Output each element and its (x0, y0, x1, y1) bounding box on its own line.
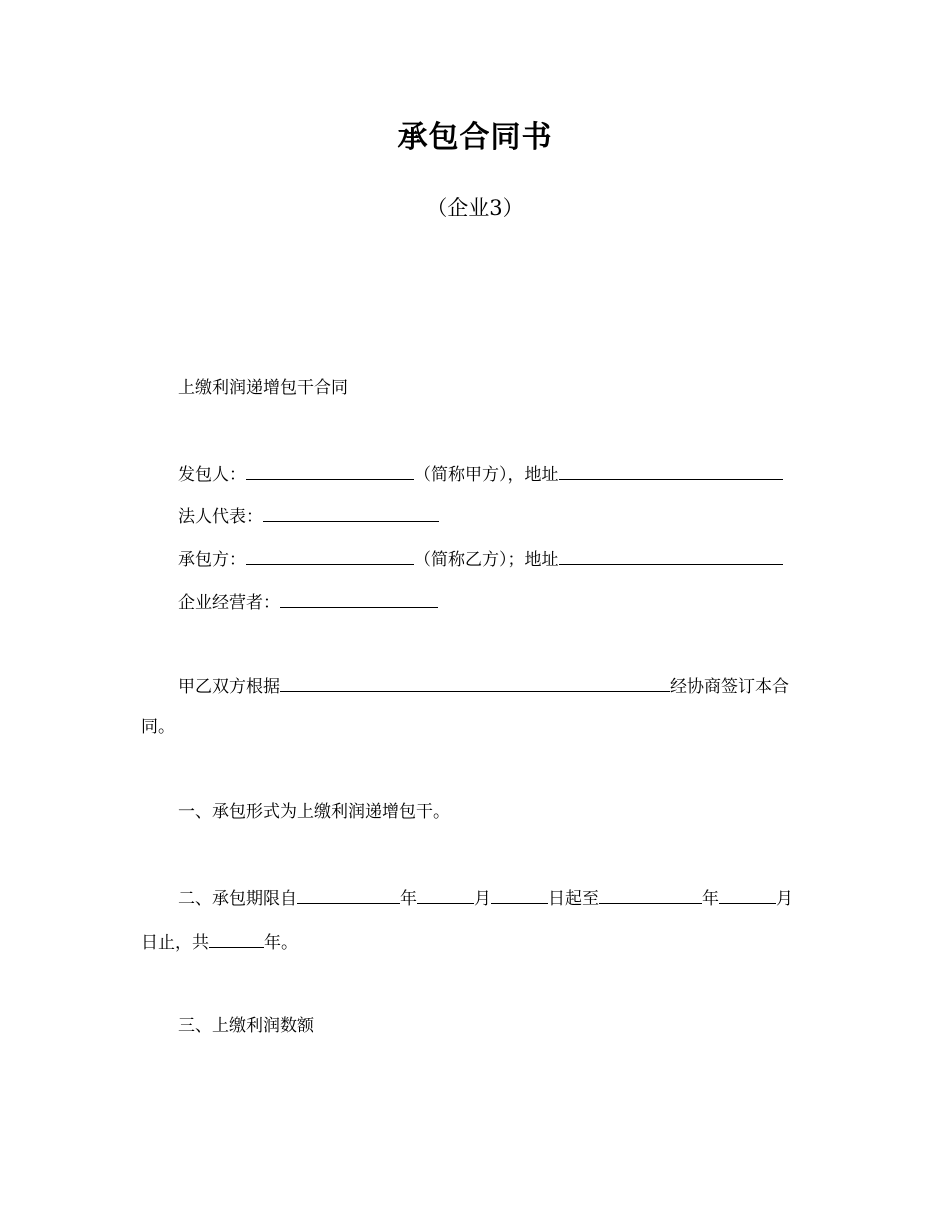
party-b-name-blank[interactable] (246, 546, 414, 565)
clause-2-line (178, 885, 793, 911)
basis-prefix: 甲乙双方根据 (178, 677, 280, 697)
party-b-label: 承包方： (178, 550, 246, 570)
party-a-name-blank[interactable] (246, 461, 414, 480)
clause-2-prefix: 二、承包期限自 (178, 889, 297, 909)
party-a-label: 发包人： (178, 465, 246, 485)
legal-rep-line (178, 503, 439, 529)
operator-line (178, 589, 438, 615)
party-a-address-blank[interactable] (559, 461, 783, 480)
start-day-blank[interactable] (491, 885, 548, 904)
party-a-abbr: （简称甲方），地址 (414, 465, 559, 485)
document-title: 承包合同书 (397, 120, 553, 155)
contract-heading: 上缴利润递增包干合同 (178, 378, 348, 398)
start-month-blank[interactable] (417, 885, 474, 904)
document-subtitle: （企业3） (426, 196, 524, 220)
party-b-line (178, 546, 783, 572)
month-label: 月 (474, 889, 491, 909)
month-label: 月 (776, 889, 793, 909)
legal-rep-label: 法人代表： (178, 507, 263, 527)
legal-rep-blank[interactable] (263, 503, 439, 522)
day-from-label: 日起至 (548, 889, 599, 909)
basis-suffix: 经协商签订本合 (670, 677, 789, 697)
basis-line (178, 673, 789, 699)
end-year-blank[interactable] (599, 885, 702, 904)
basis-continuation: 同。 (141, 717, 175, 737)
end-month-blank[interactable] (719, 885, 776, 904)
party-b-abbr: （简称乙方）；地址 (414, 550, 559, 570)
operator-blank[interactable] (280, 589, 438, 608)
clause-3: 三、上缴利润数额 (178, 1016, 314, 1036)
clause-2-cont-prefix: 日止，共 (141, 933, 209, 953)
start-year-blank[interactable] (297, 885, 400, 904)
year-label: 年 (702, 889, 719, 909)
clause-1: 一、承包形式为上缴利润递增包干。 (178, 802, 450, 822)
party-b-address-blank[interactable] (559, 546, 783, 565)
total-years-blank[interactable] (209, 929, 264, 948)
clause-2-continuation (141, 929, 298, 955)
year-label: 年 (400, 889, 417, 909)
party-a-line (178, 461, 783, 487)
basis-blank[interactable] (280, 673, 670, 692)
clause-2-cont-suffix: 年。 (264, 933, 298, 953)
operator-label: 企业经营者： (178, 593, 280, 613)
